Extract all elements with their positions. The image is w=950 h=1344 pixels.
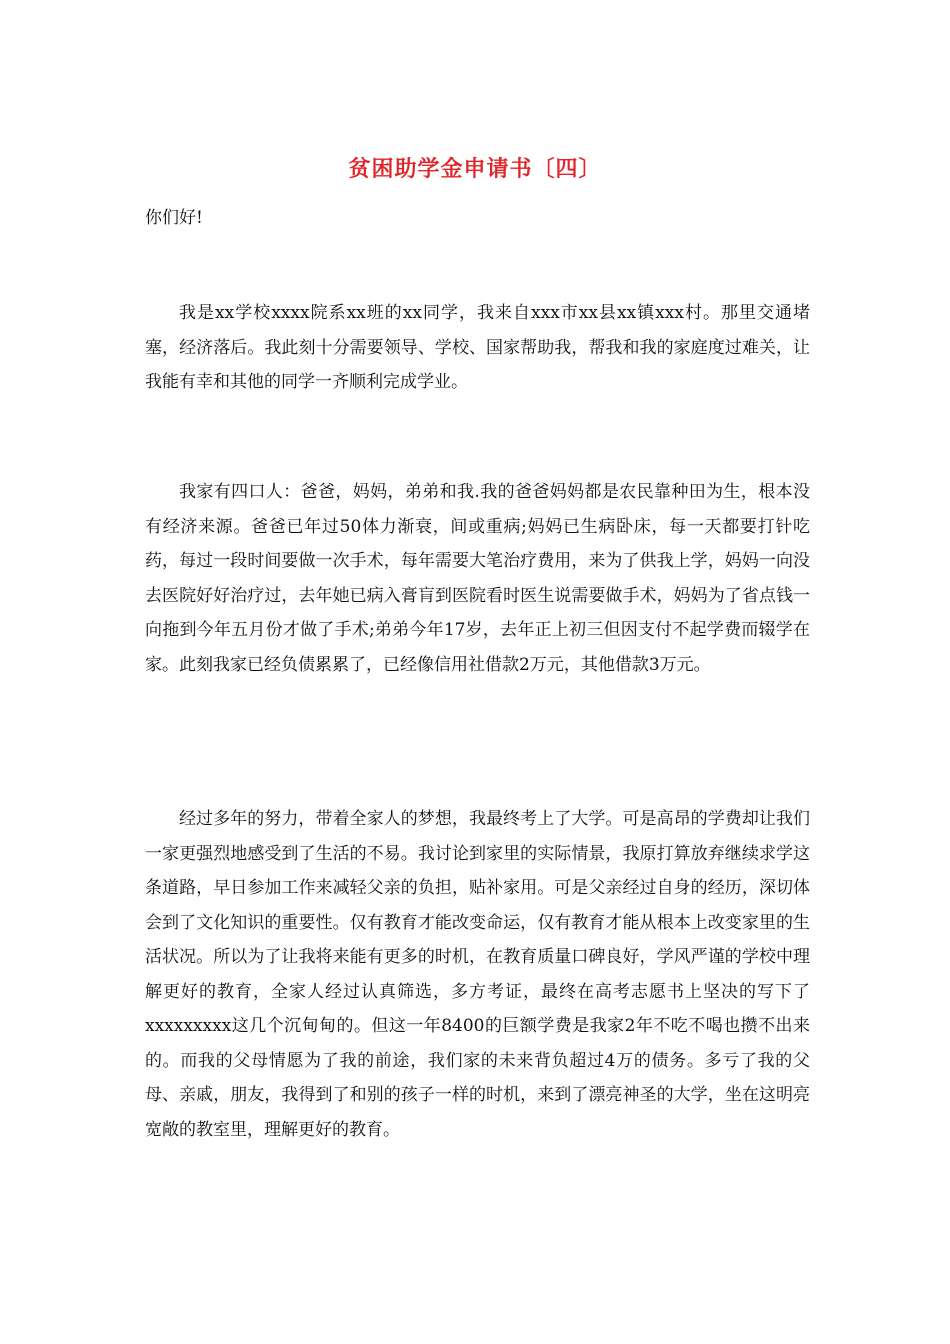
paragraph-intro: 我是xx学校xxxx院系xx班的xx同学，我来自xxx市xx县xx镇xxx村。那里交通堵塞，经济落后。我此刻十分需要领导、学校、国家帮助我，帮我和我的家庭度过难关，让我能有幸和其他的同学一齐顺利完成学业。	[145, 303, 810, 392]
paragraph-education: 经过多年的努力，带着全家人的梦想，我最终考上了大学。可是高昂的学费却让我们一家更强烈地感受到了生活的不易。我讨论到家里的实际情景，我原打算放弃继续求学这条道路，早日参加工作来减轻父亲的负担，贴补家用。可是父亲经过自身的经历，深切体会到了文化知识的重要性。仅有教育才能改变命运，仅有教育才能从根本上改变家里的生活状况。所以为了让我将来能有更多的时机，在教育质量口碑良好，学风严谨的学校中理解更好的教育，全家人经过认真筛选，多方考证，最终在高考志愿书上坚决的写下了xxxxxxxxx这几个沉甸甸的。但这一年8400的巨额学费是我家2年不吃不喝也攒不出来的。而我的父母情愿为了我的前途，我们家的未来背负超过4万的债务。多亏了我的父母、亲戚，朋友，我得到了和别的孩子一样的时机，来到了漂亮神圣的大学，坐在这明亮宽敞的教室里，理解更好的教育。	[145, 809, 810, 1140]
salutation: 你们好!	[145, 208, 203, 228]
document-title: 贫困助学金申请书〔四〕	[348, 156, 602, 182]
paragraph-family: 我家有四口人：爸爸，妈妈，弟弟和我.我的爸爸妈妈都是农民靠种田为生，根本没有经济来源。爸爸已年过50体力渐衰，间或重病;妈妈已生病卧床，每一天都要打针吃药，每过一段时间要做一次手术，每年需要大笔治疗费用，来为了供我上学，妈妈一向没去医院好好治疗过，去年她已病入膏肓到医院看时医生说需要做手术，妈妈为了省点钱一向拖到今年五月份才做了手术;弟弟今年17岁，去年正上初三但因支付不起学费而辍学在家。此刻我家已经负债累累了，已经像信用社借款2万元，其他借款3万元。	[145, 482, 810, 675]
